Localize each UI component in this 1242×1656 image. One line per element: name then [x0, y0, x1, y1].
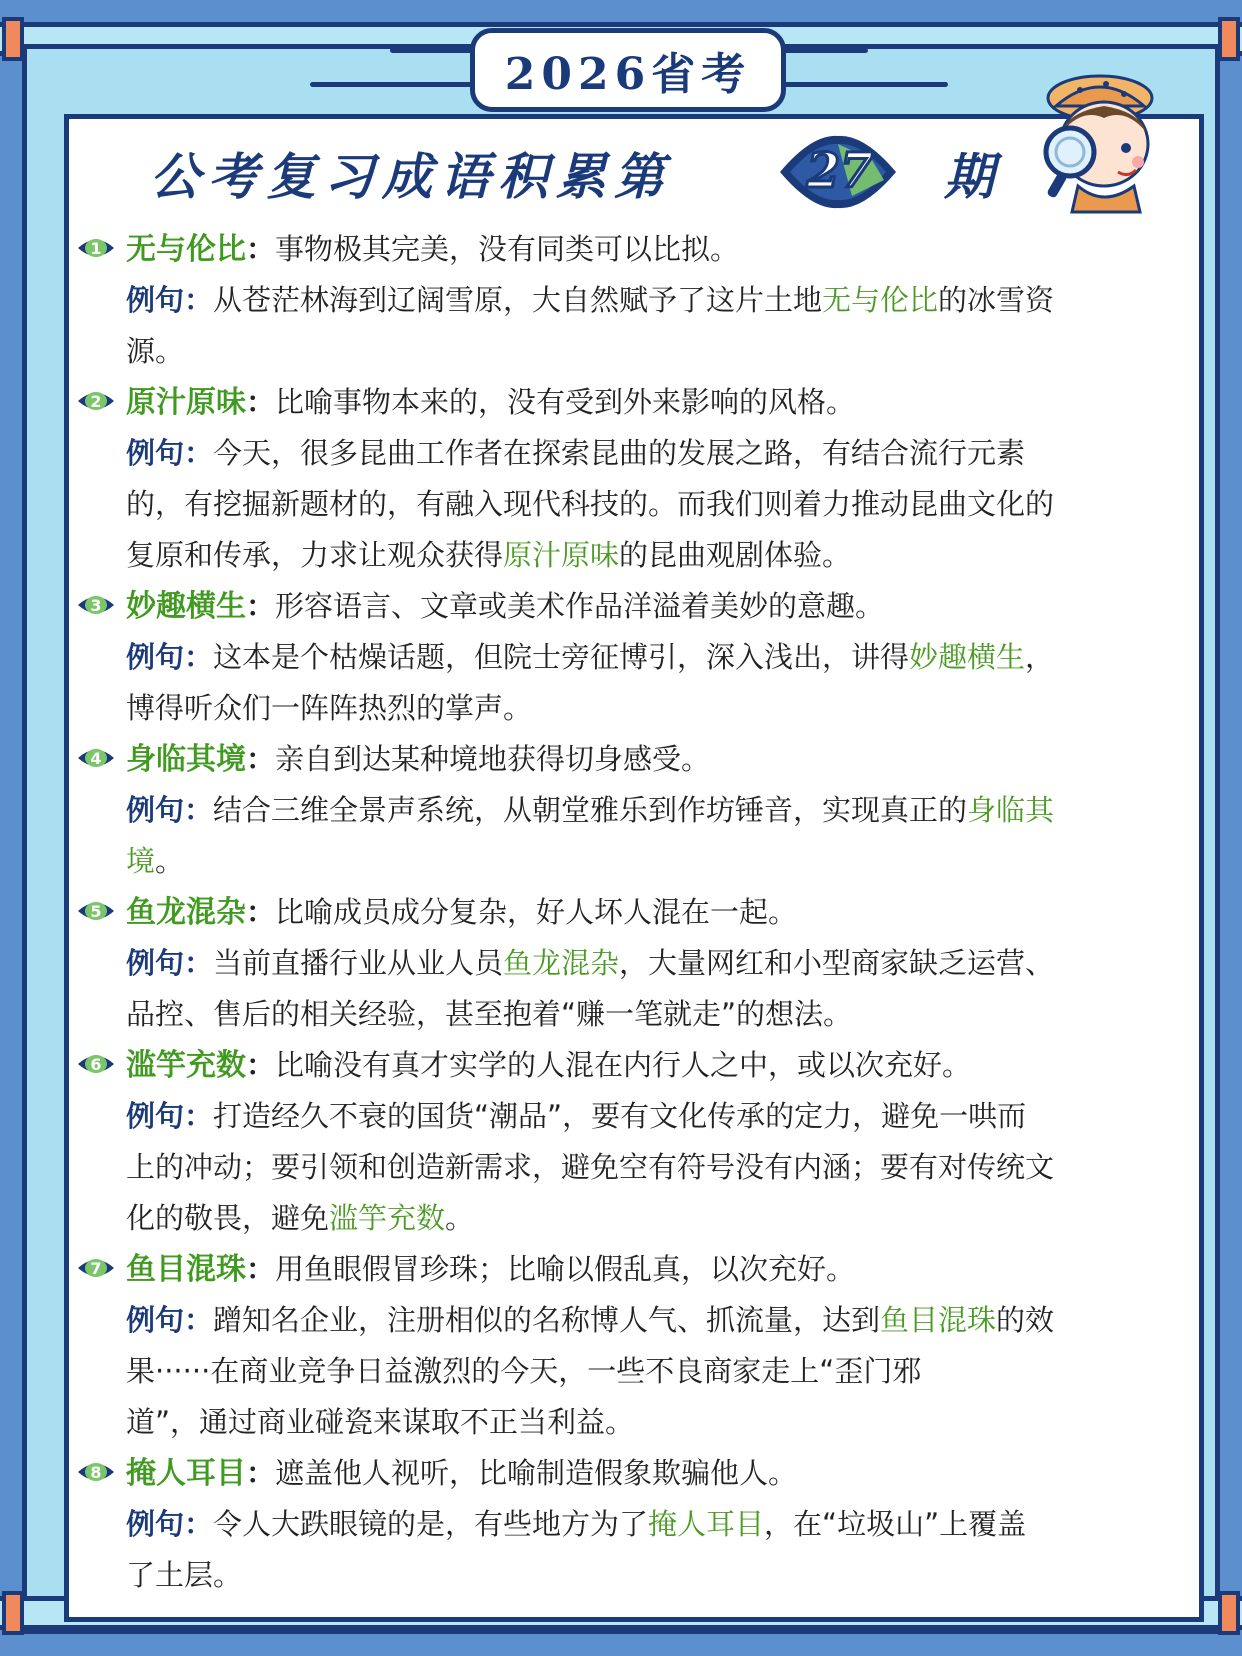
example-line: 的，有挖掘新题材的，有融入现代科技的。而我们则着力推动昆曲文化的 [126, 487, 1055, 521]
entry-definition-line: 2 原汁原味：比喻事物本来的，没有受到外来影响的风格。 [76, 377, 1186, 428]
example-label: 例句： [126, 1507, 214, 1541]
idiom-entry [76, 734, 1186, 887]
example-line: 了土层。 [126, 1558, 243, 1592]
number-eye-icon [76, 1050, 116, 1078]
number-eye-icon [76, 897, 116, 925]
svg-text:5: 5 [90, 902, 102, 921]
idiom-list [76, 224, 1186, 1601]
idiom-term: 妙趣横生 [126, 589, 246, 624]
svg-text:4: 4 [90, 749, 102, 768]
idiom-meaning: 比喻没有真才实学的人混在内行人之中，或以次充好。 [275, 1048, 972, 1082]
rod-cap-right-top [1218, 17, 1240, 61]
idiom-meaning: 比喻事物本来的，没有受到外来影响的风格。 [275, 385, 856, 419]
example-line: 上的冲动；要引领和创造新需求，避免空有符号没有内涵；要有对传统文 [126, 1150, 1055, 1184]
example-line: 例句：打造经久不衰的国货“潮品”，要有文化传承的定力，避免一哄而 [126, 1099, 1027, 1133]
idiom-term: 掩人耳目 [126, 1456, 246, 1491]
example-label: 例句： [126, 283, 214, 317]
example-line: 源。 [126, 334, 185, 368]
idiom-entry [76, 1448, 1186, 1601]
example-line: 境。 [126, 844, 185, 878]
svg-text:6: 6 [90, 1055, 102, 1074]
example-line: 果······在商业竞争日益激烈的今天，一些不良商家走上“歪门邪 [126, 1354, 922, 1388]
number-eye-icon [76, 1458, 116, 1486]
idiom-entry [76, 377, 1186, 581]
example-line: 道”，通过商业碰瓷来谋取不正当利益。 [126, 1405, 635, 1439]
example-line: 例句：今天，很多昆曲工作者在探索昆曲的发展之路，有结合流行元素 [126, 436, 1026, 470]
svg-text:2: 2 [90, 392, 102, 411]
idiom-entry [76, 887, 1186, 1040]
svg-text:7: 7 [90, 1259, 102, 1278]
entry-definition-line: 8 掩人耳目：遮盖他人视听，比喻制造假象欺骗他人。 [76, 1448, 1186, 1499]
example-label: 例句： [126, 436, 214, 470]
idiom-term: 身临其境 [126, 742, 246, 777]
idiom-meaning: 比喻成员成分复杂，好人坏人混在一起。 [275, 895, 798, 929]
example-line: 例句：从苍茫林海到辽阔雪原，大自然赋予了这片土地无与伦比的冰雪资 [126, 283, 1055, 317]
tag-line-right-2 [782, 82, 948, 87]
idiom-term: 鱼目混珠 [126, 1252, 246, 1287]
idiom-meaning: 形容语言、文章或美术作品洋溢着美妙的意趣。 [275, 589, 885, 623]
entry-definition-line: 1 无与伦比：事物极其完美，没有同类可以比拟。 [76, 224, 1186, 275]
example-label: 例句： [126, 946, 214, 980]
page-title: 公考复习成语积累第 [150, 148, 672, 206]
title-suffix: 期 [944, 148, 994, 206]
idiom-entry [76, 1040, 1186, 1244]
idiom-term: 滥竽充数 [126, 1048, 246, 1083]
rod-cap-right-bottom [1218, 1591, 1240, 1635]
svg-text:3: 3 [90, 596, 102, 615]
number-eye-icon [76, 234, 116, 262]
example-label: 例句： [126, 793, 214, 827]
detective-mascot-icon [1022, 62, 1174, 214]
idiom-entry [76, 581, 1186, 734]
idiom-term: 原汁原味 [126, 385, 246, 420]
idiom-term: 鱼龙混杂 [126, 895, 246, 930]
idiom-meaning: 遮盖他人视听，比喻制造假象欺骗他人。 [275, 1456, 798, 1490]
entry-definition-line: 6 滥竽充数：比喻没有真才实学的人混在内行人之中，或以次充好。 [76, 1040, 1186, 1091]
number-eye-icon [76, 591, 116, 619]
example-line: 例句：结合三维全景声系统，从朝堂雅乐到作坊锤音，实现真正的身临其 [126, 793, 1055, 827]
example-line: 复原和传承，力求让观众获得原汁原味的昆曲观剧体验。 [126, 538, 852, 572]
number-eye-icon [76, 387, 116, 415]
rod-cap-left-top [2, 17, 24, 61]
rod-cap-left-bottom [2, 1591, 24, 1635]
idiom-meaning: 亲自到达某种境地获得切身感受。 [275, 742, 711, 776]
example-line: 品控、售后的相关经验，甚至抱着“赚一笔就走”的想法。 [126, 997, 853, 1031]
idiom-entry [76, 224, 1186, 377]
tag-line-left-2 [310, 82, 476, 87]
svg-text:8: 8 [90, 1463, 102, 1482]
entry-definition-line: 4 身临其境：亲自到达某种境地获得切身感受。 [76, 734, 1186, 785]
idiom-term: 无与伦比 [126, 232, 246, 267]
example-label: 例句： [126, 1303, 214, 1337]
exam-tag: 2026省考 [470, 28, 786, 112]
example-line: 例句：当前直播行业从业人员鱼龙混杂，大量网红和小型商家缺乏运营、 [126, 946, 1055, 980]
number-eye-icon [76, 744, 116, 772]
example-line: 例句：蹭知名企业，注册相似的名称博人气、抓流量，达到鱼目混珠的效 [126, 1303, 1055, 1337]
idiom-entry [76, 1244, 1186, 1448]
example-line: 化的敬畏，避免滥竽充数。 [126, 1201, 475, 1235]
svg-text:1: 1 [90, 239, 102, 258]
tag-line-right-1 [782, 48, 868, 53]
idiom-meaning: 事物极其完美，没有同类可以比拟。 [275, 232, 740, 266]
issue-number: 27 [806, 143, 874, 199]
entry-definition-line: 3 妙趣横生：形容语言、文章或美术作品洋溢着美妙的意趣。 [76, 581, 1186, 632]
entry-definition-line: 5 鱼龙混杂：比喻成员成分复杂，好人坏人混在一起。 [76, 887, 1186, 938]
idiom-meaning: 用鱼眼假冒珍珠；比喻以假乱真，以次充好。 [275, 1252, 856, 1286]
number-eye-icon [76, 1254, 116, 1282]
entry-definition-line: 7 鱼目混珠：用鱼眼假冒珍珠；比喻以假乱真，以次充好。 [76, 1244, 1186, 1295]
example-line: 博得听众们一阵阵热烈的掌声。 [126, 691, 533, 725]
example-label: 例句： [126, 1099, 214, 1133]
example-line: 例句：令人大跌眼镜的是，有些地方为了掩人耳目，在“垃圾山”上覆盖 [126, 1507, 1027, 1541]
example-label: 例句： [126, 640, 214, 674]
example-line: 例句：这本是个枯燥话题，但院士旁征博引，深入浅出，讲得妙趣横生， [126, 640, 1055, 674]
tag-line-left-1 [390, 48, 476, 53]
